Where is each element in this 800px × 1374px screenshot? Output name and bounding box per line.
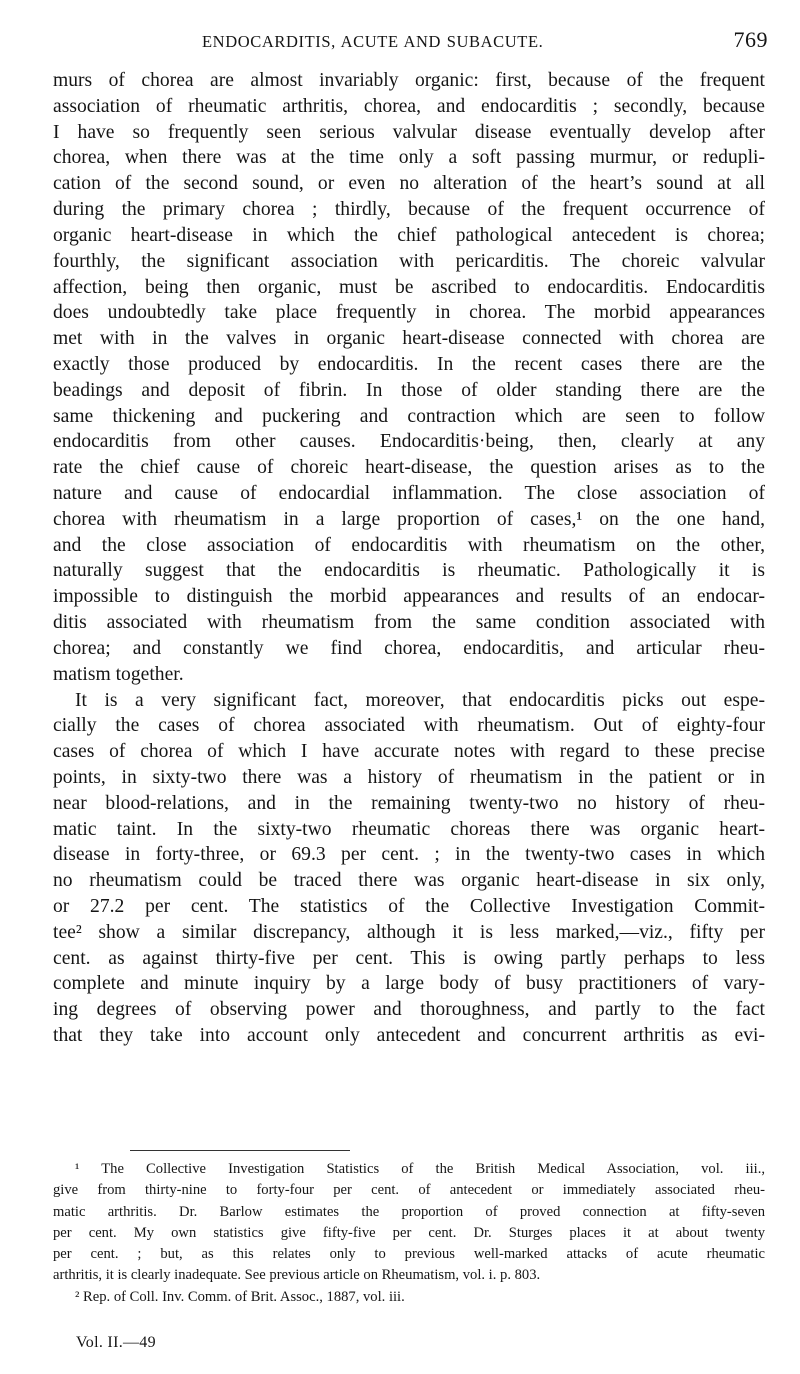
text-line: matic taint. In the sixty-two rheumatic choreas there was organic heart- [53, 818, 765, 840]
running-head [60, 24, 768, 54]
footnote-line: matic arthritis. Dr. Barlow estimates the proportion of proved connection at fifty-seven [53, 1203, 765, 1220]
footnote-line: per cent. ; but, as this relates only to previous well-marked attacks of acute rheumatic [53, 1246, 765, 1263]
text-line: same thickening and puckering and contraction which are seen to follow [53, 405, 765, 427]
text-line: endocarditis from other causes. Endocarditis·being, then, clearly at any [53, 431, 765, 453]
running-title: ENDOCARDITIS, ACUTE AND SUBACUTE. [202, 32, 544, 51]
text-line: naturally suggest that the endocarditis is rheumatic. Pathologically it is [53, 560, 765, 582]
text-line: and the close association of endocarditis with rheumatism on the other, [53, 534, 765, 556]
volume-signature: Vol. II.—49 [76, 1334, 156, 1351]
text-line: does undoubtedly take place frequently in chorea. The morbid appearances [53, 302, 765, 324]
text-line: disease in forty-three, or 69.3 per cent. ; in the twenty-two cases in which [53, 844, 765, 866]
text-line: beadings and deposit of fibrin. In those of older standing there are the [53, 379, 765, 401]
text-line: It is a very significant fact, moreover, that endocarditis picks out espe- [75, 689, 765, 711]
text-line: association of rheumatic arthritis, chorea, and endocarditis ; secondly, because [53, 95, 765, 117]
text-line: nature and cause of endocardial inflammation. The close association of [53, 483, 765, 504]
text-line: impossible to distinguish the morbid appearances and results of an endocar- [53, 586, 765, 608]
text-line: exactly those produced by endocarditis. In the recent cases there are the [53, 353, 765, 375]
body-text [53, 68, 765, 1049]
text-line: cially the cases of chorea associated with rheumatism. Out of eighty-four [53, 715, 765, 737]
footnote-line: per cent. My own statistics give fifty-five per cent. Dr. Sturges places it at about twenty [53, 1224, 765, 1241]
text-line: or 27.2 per cent. The statistics of the Collective Investigation Commit- [53, 896, 765, 917]
page-number: 769 [733, 27, 768, 52]
text-line: fourthly, the significant association with pericarditis. The choreic valvular [53, 250, 765, 272]
text-line: ditis associated with rheumatism from the same condition associated with [53, 612, 765, 634]
footnote-line: arthritis, it is clearly inadequate. See previous article on Rheumatism, vol. i. p. 803. [53, 1267, 541, 1284]
text-line: complete and minute inquiry by a large body of busy practitioners of vary- [53, 973, 765, 995]
text-line: near blood-relations, and in the remaining twenty-two no history of rheu- [53, 792, 765, 814]
text-line: chorea, when there was at the time only a soft passing murmur, or redupli- [53, 147, 765, 169]
footnote-line: ² Rep. of Coll. Inv. Comm. of Brit. Assoc., 1887, vol. iii. [75, 1288, 405, 1305]
text-line: chorea with rheumatism in a large proportion of cases,¹ on the one hand, [53, 508, 765, 530]
text-line: cent. as against thirty-five per cent. This is owing partly perhaps to less [53, 947, 765, 969]
text-line: affection, being then organic, must be ascribed to endocarditis. Endocarditis [53, 276, 765, 298]
text-line: no rheumatism could be traced there was organic heart-disease in six only, [53, 870, 765, 892]
text-line: tee² show a similar discrepancy, although it is less marked,—viz., fifty per [53, 921, 765, 943]
text-line: ing degrees of observing power and thoroughness, and partly to the fact [53, 999, 765, 1021]
footnote-line: ¹ The Collective Investigation Statistics of the British Medical Association, vol. iii., [75, 1161, 765, 1177]
text-line: I have so frequently seen serious valvular disease eventually develop after [53, 121, 765, 143]
text-line: cases of chorea of which I have accurate notes with regard to these precise [53, 741, 765, 763]
text-line: organic heart-disease in which the chief pathological antecedent is chorea; [53, 224, 765, 246]
footnote-line: give from thirty-nine to forty-four per cent. of antecedent or immediately associated rheu- [53, 1182, 765, 1199]
text-line: cation of the second sound, or even no alteration of the heart’s sound at all [53, 173, 765, 195]
text-line: that they take into account only antecedent and concurrent arthritis as evi- [53, 1025, 765, 1047]
text-line: during the primary chorea ; thirdly, because of the frequent occurrence of [53, 199, 765, 221]
text-line: chorea; and constantly we find chorea, endocarditis, and articular rheu- [53, 637, 765, 659]
footnotes [53, 1159, 765, 1308]
text-line: met with in the valves in organic heart-disease connected with chorea are [53, 328, 765, 350]
text-line: rate the chief cause of choreic heart-disease, the question arises as to the [53, 457, 765, 479]
footnote-rule [130, 1150, 350, 1151]
text-line: points, in sixty-two there was a history of rheumatism in the patient or in [53, 766, 765, 788]
text-line: murs of chorea are almost invariably organic: first, because of the frequent [53, 70, 765, 91]
text-line: matism together. [53, 663, 184, 685]
